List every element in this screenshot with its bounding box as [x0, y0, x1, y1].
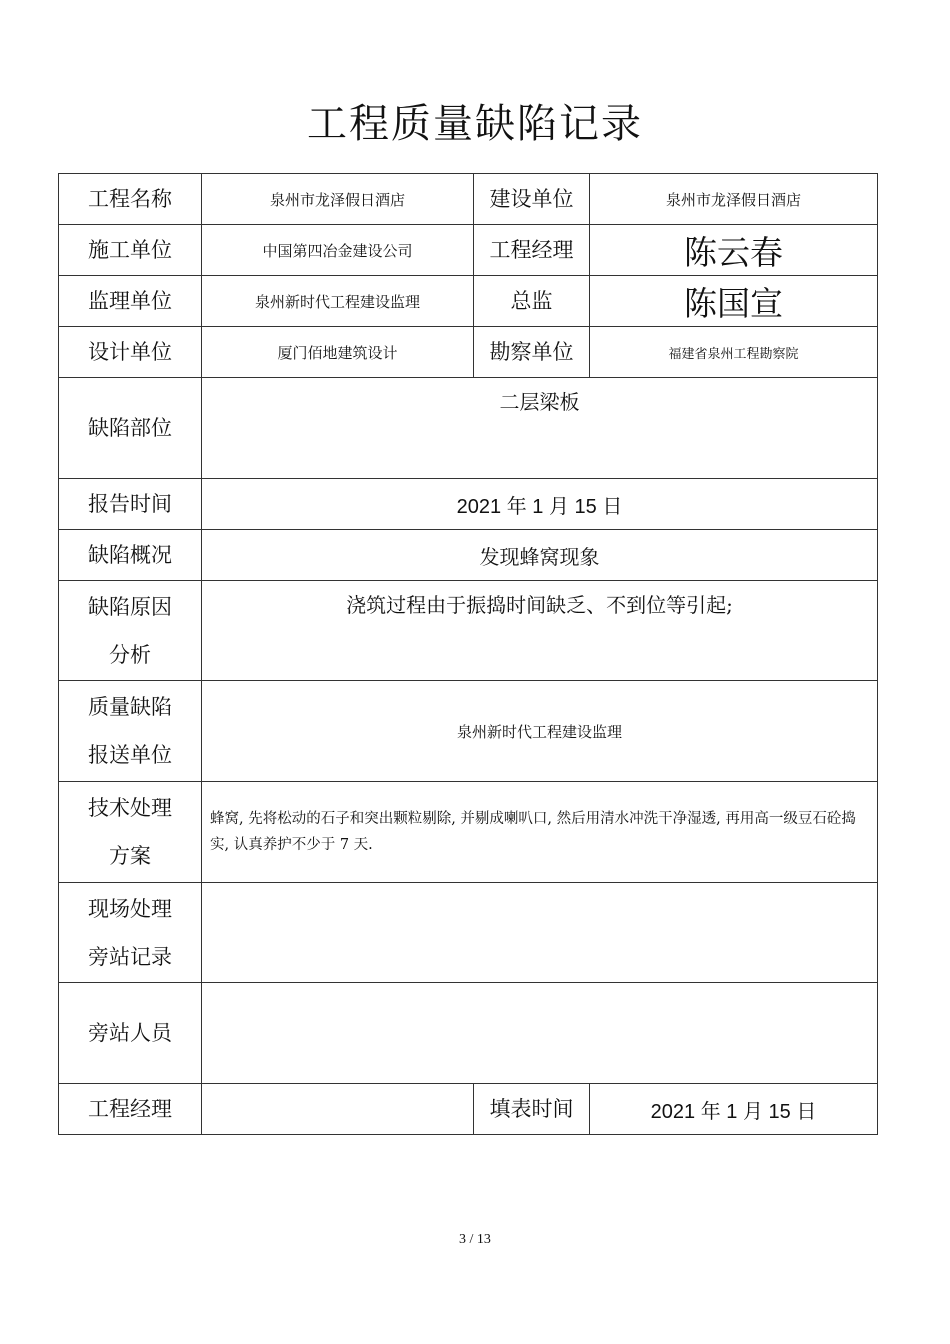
table-row — [59, 479, 878, 530]
table-row — [59, 581, 878, 681]
treatment-plan-label-line1: 技术处理 — [88, 796, 172, 820]
treatment-plan-label-line2: 方案 — [109, 844, 151, 868]
table-row — [59, 327, 878, 378]
chief-supervisor-value: 陈国宣 — [590, 276, 878, 327]
supervisor-unit-value: 泉州新时代工程建设监理 — [202, 276, 474, 327]
table-row — [59, 174, 878, 225]
report-unit-label — [59, 681, 202, 782]
table-row — [59, 378, 878, 479]
report-unit-value: 泉州新时代工程建设监理 — [202, 681, 878, 782]
surveyor-label: 勘察单位 — [474, 327, 590, 378]
table-row — [59, 782, 878, 883]
fill-time-value: 2021 年 1 月 15 日 — [590, 1084, 878, 1135]
attendant-label: 旁站人员 — [59, 983, 202, 1084]
attendant-value — [202, 983, 878, 1084]
table-row — [59, 225, 878, 276]
project-manager-value: 陈云春 — [590, 225, 878, 276]
defect-record-table — [58, 173, 878, 1135]
site-record-label-line2: 旁站记录 — [88, 944, 172, 969]
surveyor-value: 福建省泉州工程勘察院 — [590, 327, 878, 378]
project-name-label: 工程名称 — [59, 174, 202, 225]
manager-sign-label: 工程经理 — [59, 1084, 202, 1135]
treatment-plan-value: 蜂窝, 先将松动的石子和突出颗粒剔除, 并剔成喇叭口, 然后用清水冲洗干净湿透, 再用高一级豆石砼捣实, 认真养护不少于 7 天. — [202, 782, 878, 883]
defect-cause-label-line1: 缺陷原因 — [88, 594, 172, 619]
defect-summary-label: 缺陷概况 — [59, 530, 202, 581]
table-row — [59, 983, 878, 1084]
treatment-plan-label — [59, 782, 202, 883]
table-row — [59, 276, 878, 327]
designer-value: 厦门佰地建筑设计 — [202, 327, 474, 378]
owner-label: 建设单位 — [474, 174, 590, 225]
chief-supervisor-label: 总监 — [474, 276, 590, 327]
fill-time-label: 填表时间 — [474, 1084, 590, 1135]
contractor-label: 施工单位 — [59, 225, 202, 276]
defect-summary-value: 发现蜂窝现象 — [202, 530, 878, 581]
contractor-value: 中国第四冶金建设公司 — [202, 225, 474, 276]
page-number: 3 / 13 — [459, 1232, 491, 1247]
defect-cause-label — [59, 581, 202, 681]
site-record-label — [59, 883, 202, 983]
table-row — [59, 1084, 878, 1135]
table-row — [59, 530, 878, 581]
project-name-value: 泉州市龙泽假日酒店 — [202, 174, 474, 225]
designer-label: 设计单位 — [59, 327, 202, 378]
page-title: 工程质量缺陷记录 — [307, 101, 643, 147]
manager-sign-value — [202, 1084, 474, 1135]
site-record-label-line1: 现场处理 — [88, 896, 172, 921]
defect-location-label: 缺陷部位 — [59, 378, 202, 479]
defect-cause-label-line2: 分析 — [109, 642, 151, 667]
report-time-value: 2021 年 1 月 15 日 — [202, 479, 878, 530]
report-time-label: 报告时间 — [59, 479, 202, 530]
report-unit-label-line2: 报送单位 — [88, 743, 172, 767]
defect-location-value: 二层梁板 — [202, 378, 878, 479]
supervisor-unit-label: 监理单位 — [59, 276, 202, 327]
defect-cause-value: 浇筑过程由于振捣时间缺乏、不到位等引起; — [202, 581, 878, 681]
owner-value: 泉州市龙泽假日酒店 — [590, 174, 878, 225]
report-unit-label-line1: 质量缺陷 — [88, 695, 172, 719]
site-record-value — [202, 883, 878, 983]
project-manager-label: 工程经理 — [474, 225, 590, 276]
table-row — [59, 681, 878, 782]
table-row — [59, 883, 878, 983]
